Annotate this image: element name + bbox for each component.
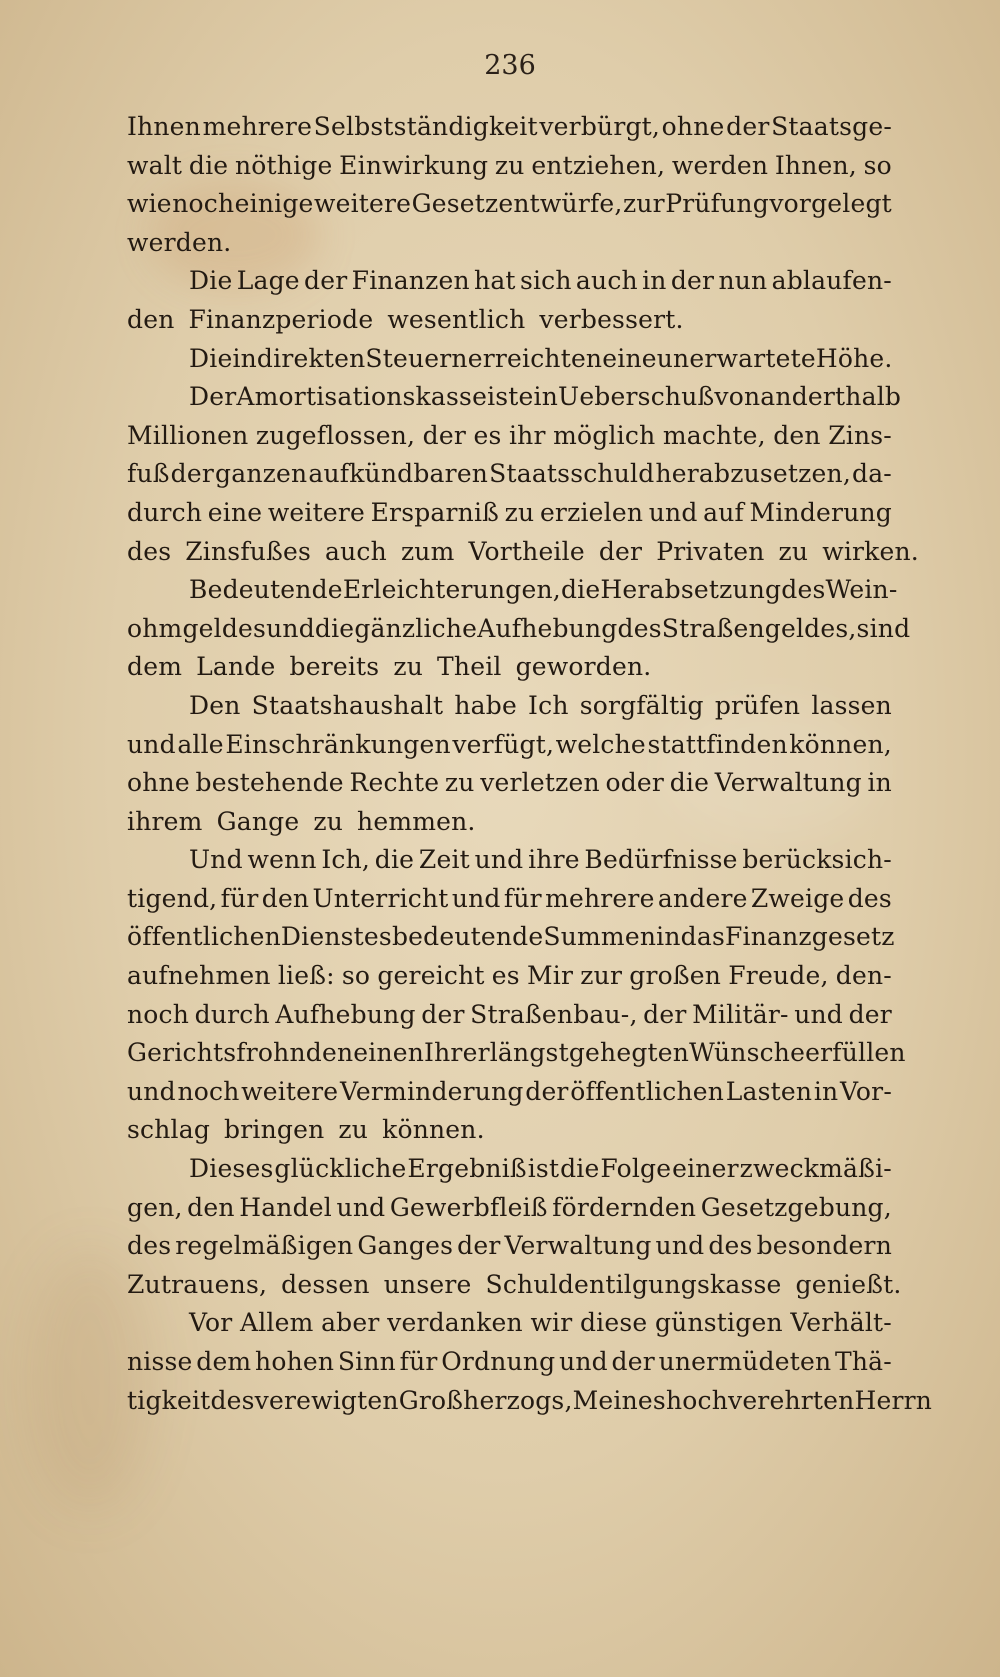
- word: erzielen: [539, 497, 644, 527]
- word: unermüdeten: [658, 1347, 832, 1376]
- word: Finanzgesetz: [724, 922, 895, 952]
- word: besondern: [756, 1231, 892, 1261]
- word: Verminderung: [339, 1076, 524, 1106]
- word: des: [847, 883, 892, 913]
- word: glückliche: [274, 1154, 407, 1184]
- word: der: [643, 999, 687, 1029]
- word: ihrem: [127, 806, 203, 836]
- word: genießt.: [795, 1269, 902, 1299]
- word: durch: [194, 999, 270, 1029]
- word: aufkündbaren: [308, 459, 489, 489]
- word: berücksich-: [742, 845, 892, 875]
- word: Vor-: [839, 1076, 892, 1106]
- word: einer: [672, 1154, 739, 1184]
- word: Gesetzentwürfe,: [411, 189, 623, 219]
- word: die: [560, 1154, 600, 1184]
- word: ganzen: [215, 459, 308, 489]
- word: ihr: [508, 420, 546, 450]
- word: Meines: [572, 1385, 666, 1415]
- word: Theil: [437, 652, 502, 682]
- word: so: [341, 961, 371, 991]
- text-line: [127, 1038, 906, 1077]
- word: Unterricht: [312, 883, 449, 913]
- word: in: [642, 266, 667, 296]
- text-line: [127, 112, 892, 151]
- word: der: [170, 459, 215, 489]
- word: machte,: [662, 420, 766, 450]
- page-number: 236: [484, 50, 536, 81]
- word: Gange: [216, 806, 300, 836]
- text-line: [127, 652, 892, 691]
- word: Herrn: [854, 1385, 933, 1415]
- word: Zeit: [418, 845, 470, 875]
- word: Ganges: [357, 1231, 454, 1261]
- word: und: [559, 1347, 608, 1376]
- word: Ueberschuß: [558, 382, 715, 412]
- word: und: [127, 1076, 176, 1106]
- word: fuß: [127, 459, 170, 489]
- word: aufnehmen: [127, 961, 271, 991]
- word: weitere: [313, 189, 412, 219]
- word: Höhe.: [815, 343, 893, 373]
- word: Verwaltung: [714, 768, 862, 798]
- word: Sinn: [337, 1347, 396, 1376]
- word: da-: [851, 459, 892, 489]
- word: der: [670, 266, 715, 296]
- word: möglich: [553, 420, 656, 450]
- word: schlag: [127, 1115, 211, 1145]
- word: Wein-: [825, 575, 898, 605]
- text-line: [127, 691, 892, 730]
- word: der: [726, 112, 770, 141]
- word: Die: [189, 266, 233, 296]
- word: Selbstständigkeit: [313, 112, 538, 141]
- text-line: [127, 1193, 892, 1232]
- word: Straßengeldes,: [661, 613, 857, 643]
- word: und: [794, 999, 844, 1029]
- word: auch: [575, 266, 638, 296]
- text-line: [127, 845, 892, 884]
- word: wesentlich: [387, 304, 526, 334]
- word: wie: [127, 189, 172, 219]
- word: Einwirkung: [339, 150, 489, 180]
- word: der: [422, 420, 467, 450]
- word: Thä-: [834, 1347, 892, 1376]
- word: Zinsfußes: [185, 536, 312, 566]
- word: Mir: [526, 961, 574, 991]
- word: Verhält-: [790, 1308, 892, 1338]
- word: Freude,: [728, 961, 829, 991]
- word: Ordnung: [441, 1347, 556, 1376]
- word: Ihrer: [424, 1038, 490, 1068]
- word: anderthalb: [760, 382, 902, 412]
- word: Herabsetzung: [600, 575, 782, 605]
- word: Staatsge-: [771, 112, 892, 141]
- word: aber: [321, 1308, 380, 1338]
- word: und: [474, 845, 524, 875]
- word: alle: [177, 729, 224, 759]
- word: in: [656, 922, 681, 952]
- word: gänzliche: [354, 613, 478, 643]
- word: die: [314, 613, 355, 643]
- word: zu: [393, 652, 424, 682]
- word: werden: [671, 150, 769, 180]
- text-line: [127, 1077, 892, 1116]
- word: zugeflossen,: [255, 420, 416, 450]
- word: zu: [444, 768, 475, 798]
- word: des: [708, 1231, 753, 1261]
- text-line: [127, 922, 895, 961]
- word: sich: [519, 266, 572, 296]
- word: Staatshaushalt: [251, 690, 444, 720]
- word: Ich: [528, 690, 569, 720]
- word: in: [813, 1076, 839, 1106]
- word: die: [188, 150, 229, 180]
- word: dem: [127, 652, 183, 682]
- word: Straßenbau-,: [470, 999, 638, 1029]
- word: fördernden: [552, 1192, 697, 1222]
- word: tigkeit: [127, 1385, 211, 1415]
- word: des: [127, 1231, 172, 1261]
- word: die: [669, 768, 710, 798]
- word: Militär-: [692, 999, 789, 1029]
- word: ist: [527, 1154, 560, 1184]
- text-line: [127, 189, 892, 228]
- word: mehrere: [202, 112, 313, 141]
- word: erfüllen: [805, 1038, 906, 1068]
- word: so: [863, 150, 892, 180]
- word: ohne: [127, 768, 190, 798]
- word: Der: [189, 382, 237, 412]
- word: Wünsche: [689, 1038, 806, 1068]
- word: nöthige: [234, 150, 333, 180]
- word: Die: [189, 343, 233, 373]
- word: zu: [504, 497, 535, 527]
- word: den: [261, 883, 310, 913]
- word: Gewerbfleiß: [389, 1192, 548, 1222]
- word: auf: [703, 497, 744, 527]
- word: für: [220, 883, 259, 913]
- word: andere: [657, 883, 748, 913]
- word: und: [451, 883, 501, 913]
- word: es: [491, 961, 520, 991]
- word: durch: [127, 497, 203, 527]
- word: Folge: [600, 1154, 672, 1184]
- word: ohne: [661, 112, 725, 141]
- word: und: [648, 497, 698, 527]
- word: Staatsschuld: [489, 459, 655, 489]
- word: zum: [400, 536, 455, 566]
- word: Zweige: [750, 883, 845, 913]
- word: Millionen: [127, 420, 249, 450]
- word: zur: [580, 961, 623, 991]
- word: die: [560, 575, 601, 605]
- word: diese: [579, 1308, 648, 1338]
- word: zweckmäßi-: [739, 1154, 892, 1184]
- word: unerwartete: [656, 343, 816, 373]
- word: wirken.: [822, 536, 919, 566]
- word: nun: [718, 266, 768, 296]
- word: Vortheile: [468, 536, 585, 566]
- text-line: [127, 266, 892, 305]
- word: hohen: [255, 1347, 335, 1376]
- word: erreichten: [467, 343, 603, 373]
- word: Erleichterungen,: [342, 575, 561, 605]
- word: günstigen: [654, 1308, 783, 1338]
- word: des: [781, 575, 826, 605]
- word: hemmen.: [357, 806, 476, 836]
- word: den: [187, 1192, 235, 1222]
- word: längst: [489, 1038, 569, 1068]
- word: Zutrauens,: [127, 1269, 268, 1299]
- word: Verwaltung: [504, 1231, 652, 1261]
- text-line: [127, 768, 892, 807]
- word: der: [848, 999, 892, 1029]
- word: dem: [196, 1347, 252, 1376]
- word: ein: [518, 382, 559, 412]
- word: das: [680, 922, 725, 952]
- text-line: [127, 421, 892, 460]
- word: Amortisationskasse: [236, 382, 488, 412]
- word: Aufhebung: [275, 999, 416, 1029]
- word: können,: [789, 729, 892, 759]
- text-line: [127, 613, 911, 653]
- text-line: [127, 1000, 892, 1039]
- word: geworden.: [515, 652, 652, 682]
- word: ihre: [528, 845, 580, 875]
- word: walt: [127, 150, 183, 180]
- word: den-: [835, 961, 892, 991]
- word: gehegten: [568, 1038, 690, 1068]
- word: ablaufen-: [771, 266, 892, 296]
- word: Finanzen: [351, 266, 470, 296]
- text-line: [127, 498, 892, 537]
- text-line: [127, 344, 892, 383]
- word: gen,: [127, 1192, 183, 1222]
- word: der: [598, 536, 643, 566]
- word: eine: [602, 343, 657, 373]
- word: zu: [313, 806, 344, 836]
- word: stattfinden: [647, 729, 788, 759]
- word: vorgelegt: [769, 189, 892, 219]
- word: lassen: [811, 690, 892, 720]
- word: habe: [454, 690, 517, 720]
- word: der: [421, 999, 465, 1029]
- word: entziehen,: [531, 150, 666, 180]
- word: wir: [530, 1308, 573, 1338]
- word: unsere: [383, 1269, 472, 1299]
- word: der: [611, 1347, 655, 1376]
- word: tigend,: [127, 883, 218, 913]
- text-line: [127, 1115, 892, 1154]
- word: werden.: [127, 227, 232, 257]
- word: verfügt,: [452, 729, 555, 759]
- text-line: [127, 807, 892, 846]
- word: und: [336, 1192, 386, 1222]
- word: prüfen: [714, 690, 801, 720]
- word: Ihnen,: [774, 150, 857, 180]
- word: der: [304, 266, 348, 296]
- word: Dieses: [189, 1154, 274, 1184]
- word: nisse: [127, 1347, 193, 1376]
- word: des: [127, 536, 172, 566]
- word: Prüfung: [665, 189, 769, 219]
- word: einige: [234, 189, 314, 219]
- word: Einschränkungen: [225, 729, 451, 759]
- word: Schuldentilgungskasse: [485, 1269, 782, 1299]
- word: bedeutende: [391, 922, 544, 952]
- text-line: [127, 575, 898, 614]
- word: hat: [474, 266, 516, 296]
- word: Lande: [196, 652, 276, 682]
- text-line: [127, 884, 892, 923]
- word: Großherzogs,: [398, 1385, 573, 1415]
- word: und: [655, 1231, 705, 1261]
- text-line: [127, 1308, 892, 1347]
- word: herabzusetzen,: [655, 459, 851, 489]
- word: Gesetzgebung,: [700, 1192, 892, 1222]
- word: der: [457, 1231, 501, 1261]
- word: regelmäßigen: [175, 1231, 354, 1261]
- text-line: [127, 1154, 892, 1193]
- word: und: [266, 613, 315, 643]
- word: weitere: [241, 1076, 339, 1106]
- word: großen: [629, 961, 722, 991]
- word: den: [127, 304, 175, 334]
- word: Handel: [239, 1192, 332, 1222]
- word: Ersparniß: [370, 497, 500, 527]
- word: für: [503, 883, 542, 913]
- word: Den: [189, 690, 241, 720]
- text-line: [127, 1231, 892, 1270]
- word: zu: [338, 1115, 369, 1145]
- word: eine: [207, 497, 263, 527]
- word: die: [374, 845, 415, 875]
- text-line: [127, 382, 902, 421]
- text-line: [127, 459, 892, 498]
- word: Lasten: [725, 1076, 813, 1106]
- word: Finanzperiode: [188, 304, 374, 334]
- text-line: [127, 1347, 892, 1386]
- word: Rechte: [349, 768, 440, 798]
- word: zur: [622, 189, 665, 219]
- word: sorgfältig: [579, 690, 704, 720]
- word: es: [473, 420, 502, 450]
- word: verletzen: [480, 768, 600, 798]
- word: Ich,: [321, 845, 371, 875]
- word: noch: [172, 189, 235, 219]
- word: des: [617, 613, 662, 643]
- word: hochverehrten: [665, 1385, 855, 1415]
- word: verbessert.: [539, 304, 684, 334]
- word: zu: [778, 536, 809, 566]
- word: bereits: [289, 652, 380, 682]
- word: Minderung: [749, 497, 892, 527]
- word: und: [127, 729, 176, 759]
- word: öffentlichen: [570, 1076, 725, 1106]
- word: ließ:: [277, 961, 335, 991]
- text-line: [127, 536, 919, 576]
- word: sind: [856, 613, 911, 643]
- text-line: [127, 1269, 902, 1309]
- word: Ihnen: [127, 112, 201, 141]
- word: in: [867, 768, 892, 798]
- word: bestehende: [195, 768, 344, 798]
- word: verewigten: [254, 1385, 399, 1415]
- word: der: [525, 1076, 569, 1106]
- word: von: [714, 382, 761, 412]
- word: Zins-: [828, 420, 892, 450]
- word: Steuern: [365, 343, 468, 373]
- word: Dienstes: [280, 922, 392, 952]
- word: bringen: [224, 1115, 325, 1145]
- word: öffentlichen: [127, 922, 281, 952]
- word: Privaten: [656, 536, 765, 566]
- word: oder: [605, 768, 665, 798]
- word: verbürgt,: [539, 112, 661, 141]
- word: Vor: [189, 1308, 233, 1338]
- word: dessen: [281, 1269, 370, 1299]
- word: ist: [487, 382, 519, 412]
- word: ohmgeldes: [127, 613, 267, 643]
- word: gereicht: [377, 961, 485, 991]
- word: Bedeutende: [189, 575, 343, 605]
- word: für: [399, 1347, 438, 1376]
- text-line: [127, 730, 892, 769]
- word: Ergebniß: [407, 1154, 527, 1184]
- word: zu: [494, 150, 525, 180]
- text-line: [127, 305, 892, 344]
- text-line: [127, 961, 892, 1000]
- word: Aufhebung: [477, 613, 618, 643]
- word: Allem: [239, 1308, 314, 1338]
- word: den: [773, 420, 821, 450]
- word: Summen: [543, 922, 657, 952]
- word: mehrere: [545, 883, 655, 913]
- word: verdanken: [387, 1308, 523, 1338]
- word: weitere: [267, 497, 366, 527]
- body-text: [127, 112, 933, 1424]
- word: indirekten: [232, 343, 366, 373]
- text-line: [127, 228, 892, 267]
- word: noch: [177, 1076, 240, 1106]
- text-line: [127, 151, 892, 190]
- word: des: [210, 1385, 255, 1415]
- word: Lage: [236, 266, 300, 296]
- word: Bedürfnisse: [584, 845, 738, 875]
- word: können.: [382, 1115, 485, 1145]
- text-line: [127, 1385, 933, 1425]
- word: auch: [325, 536, 387, 566]
- word: noch: [127, 999, 190, 1029]
- word: wenn: [247, 845, 317, 875]
- word: welche: [555, 729, 646, 759]
- word: Und: [189, 845, 243, 875]
- word: Gerichtsfrohnden: [127, 1038, 354, 1068]
- word: einen: [353, 1038, 425, 1068]
